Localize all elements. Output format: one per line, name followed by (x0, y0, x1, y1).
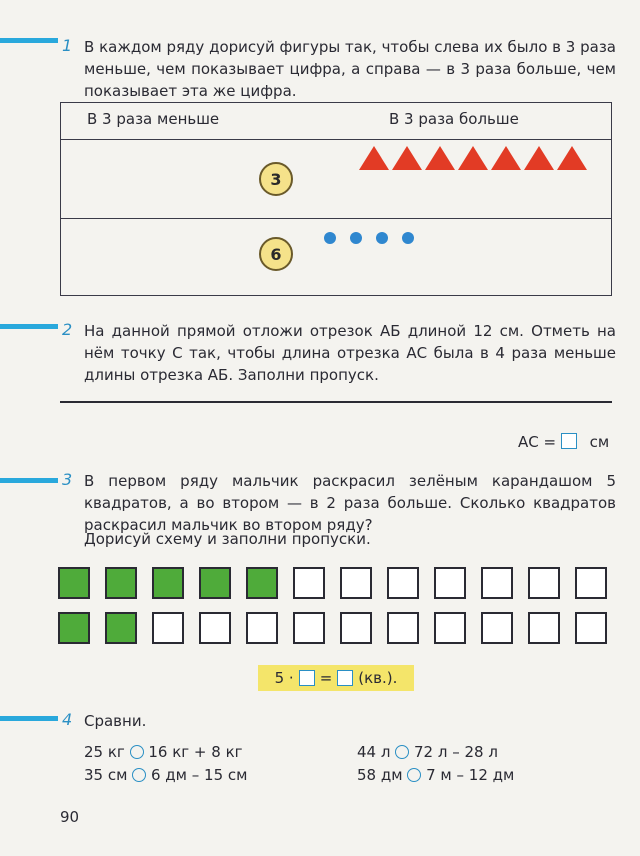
square-empty[interactable] (340, 612, 372, 644)
formula-eq: = (319, 669, 333, 687)
formula-blank-1[interactable] (299, 670, 315, 686)
number-circle-6: 6 (259, 237, 293, 271)
given-line (60, 401, 612, 403)
compare-left-b: 16 кг + 8 кг (148, 743, 243, 761)
dot-shape (376, 232, 388, 244)
square-filled (105, 612, 137, 644)
triangle-row (359, 146, 587, 170)
square-empty[interactable] (387, 567, 419, 599)
triangle-shape (557, 146, 587, 170)
task-3-number: 3 (62, 470, 73, 489)
compare-right-a: 44 л (357, 743, 391, 761)
page-number: 90 (60, 808, 80, 826)
compare-left-a: 25 кг (84, 743, 125, 761)
task-4-title: Сравни. (84, 712, 147, 730)
compare-circle[interactable] (130, 745, 144, 759)
compare-item (84, 743, 243, 761)
task-3-text: В первом ряду мальчик раскрасил зелёным карандашом 5 квадратов, а во втором — в 2 раза больше. Сколько квадратов раскрасил мальчик во втором ряду? (84, 472, 616, 534)
formula-left: 5 · (274, 669, 294, 687)
answer-ac-label: АС = (518, 433, 557, 451)
triangle-shape (458, 146, 488, 170)
square-empty[interactable] (481, 612, 513, 644)
formula-unit: (кв.). (358, 669, 398, 687)
answer-blank-box[interactable] (561, 433, 577, 449)
squares-row-1 (58, 567, 607, 599)
triangle-shape (524, 146, 554, 170)
compare-circle[interactable] (132, 768, 146, 782)
square-empty[interactable] (293, 567, 325, 599)
answer-ac (518, 433, 609, 451)
task-4-number: 4 (62, 710, 73, 729)
square-empty[interactable] (434, 612, 466, 644)
formula-blank-2[interactable] (337, 670, 353, 686)
square-empty[interactable] (152, 612, 184, 644)
task-1-number: 1 (62, 36, 73, 55)
task-2-text: На данной прямой отложи отрезок АБ длиной 12 см. Отметь на нём точку С так, чтобы длина отрезка АС была в 4 раза меньше длины отрезка АБ. Заполни пропуск. (84, 322, 616, 384)
triangle-shape (359, 146, 389, 170)
task-1-marker (0, 38, 58, 43)
dot-shape (324, 232, 336, 244)
square-empty[interactable] (199, 612, 231, 644)
task-1-text: В каждом ряду дорисуй фигуры так, чтобы слева их было в 3 раза меньше, чем показывает цифра, а справа — в 3 раза больше, чем показывает эта же цифра. (84, 38, 616, 100)
number-circle-3: 3 (259, 162, 293, 196)
compare-item (357, 743, 498, 761)
task-3-marker (0, 478, 58, 483)
formula-box (258, 665, 414, 691)
dot-shape (402, 232, 414, 244)
compare-right-b: 7 м – 12 дм (426, 766, 515, 784)
compare-left-b: 6 дм – 15 см (150, 766, 248, 784)
table-head-left: В 3 раза меньше (87, 110, 220, 128)
square-filled (105, 567, 137, 599)
compare-circle[interactable] (395, 745, 409, 759)
compare-item (357, 766, 514, 784)
task-3-text2: Дорисуй схему и заполни пропуски. (84, 530, 371, 548)
table-head-right: В 3 раза больше (389, 110, 519, 128)
compare-item (84, 766, 247, 784)
table-row-divider (61, 218, 611, 219)
compare-circle[interactable] (407, 768, 421, 782)
table-header-line (61, 139, 611, 140)
task-2-marker (0, 324, 58, 329)
compare-left-a: 35 см (84, 766, 128, 784)
square-empty[interactable] (575, 612, 607, 644)
task-1-table (60, 102, 612, 296)
square-filled (58, 567, 90, 599)
answer-ac-unit: см (589, 433, 610, 451)
compare-right-b: 72 л – 28 л (414, 743, 498, 761)
square-filled (152, 567, 184, 599)
triangle-shape (425, 146, 455, 170)
dot-row (324, 232, 414, 244)
task-2-number: 2 (62, 320, 73, 339)
square-empty[interactable] (246, 612, 278, 644)
square-empty[interactable] (293, 612, 325, 644)
dot-shape (350, 232, 362, 244)
square-filled (246, 567, 278, 599)
square-empty[interactable] (340, 567, 372, 599)
triangle-shape (491, 146, 521, 170)
task-4-marker (0, 716, 58, 721)
square-empty[interactable] (387, 612, 419, 644)
triangle-shape (392, 146, 422, 170)
square-empty[interactable] (575, 567, 607, 599)
square-empty[interactable] (528, 612, 560, 644)
square-empty[interactable] (528, 567, 560, 599)
square-empty[interactable] (481, 567, 513, 599)
compare-right-a: 58 дм (357, 766, 403, 784)
square-filled (199, 567, 231, 599)
square-empty[interactable] (434, 567, 466, 599)
square-filled (58, 612, 90, 644)
squares-row-2 (58, 612, 607, 644)
